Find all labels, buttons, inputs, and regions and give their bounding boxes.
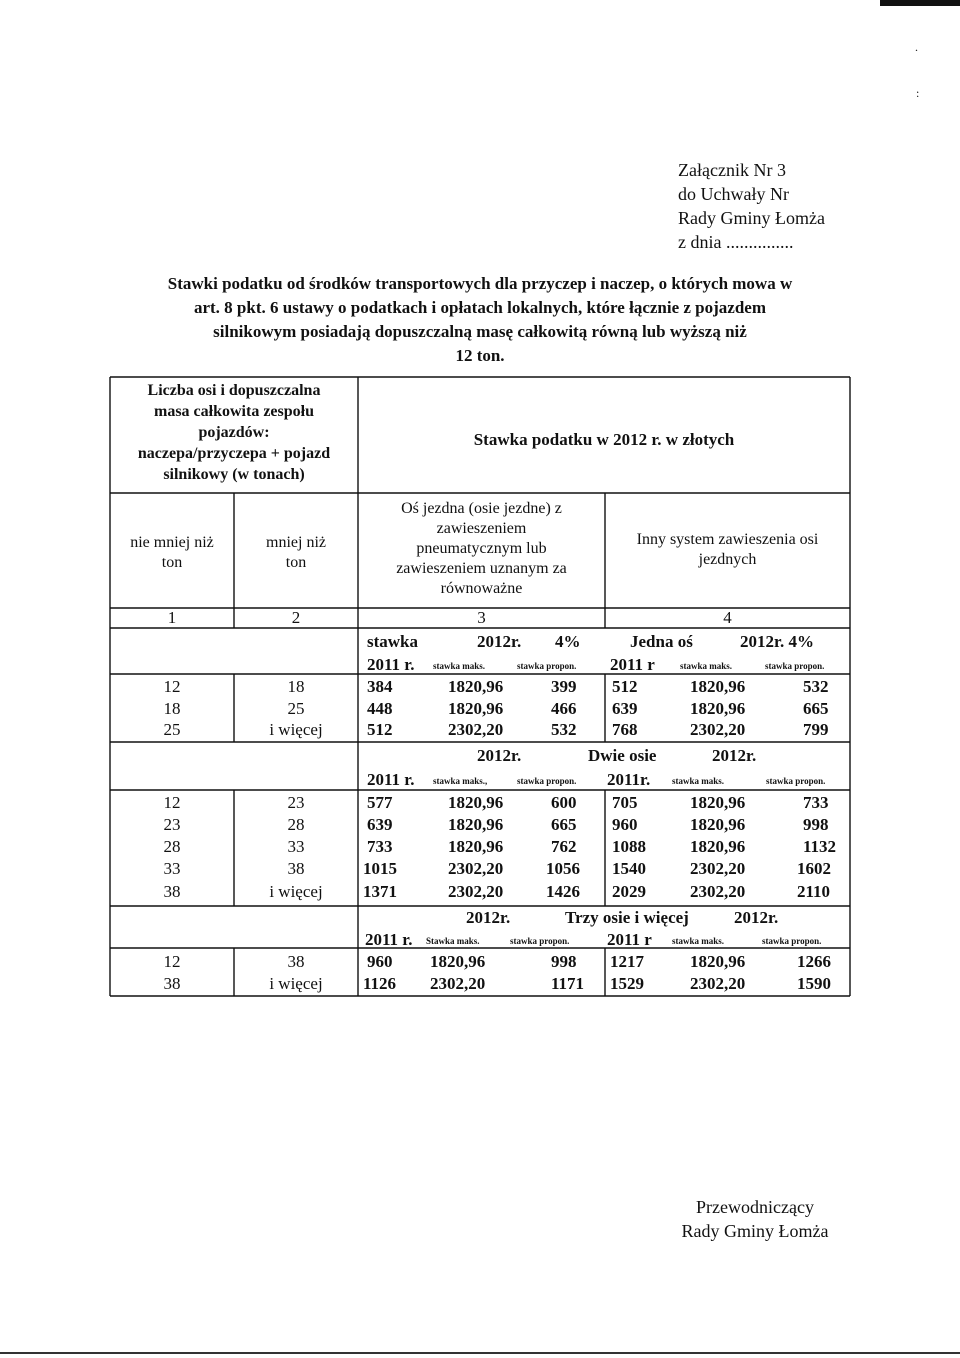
cell-rate-2011: 577 (367, 793, 393, 812)
column-number: 2 (291, 608, 301, 627)
cell-max: 18 (287, 677, 305, 696)
cell-max-rate: 2302,20 (690, 859, 746, 878)
cell-min: 12 (163, 677, 181, 696)
column-number: 3 (477, 608, 486, 627)
cell-rate-2011: 448 (367, 699, 393, 718)
cell-proposed-rate: 665 (551, 815, 577, 834)
cell-proposed-rate: 2110 (797, 882, 831, 901)
cell-rate-2011: 705 (612, 793, 638, 812)
cell-rate-2011: 1015 (363, 859, 397, 878)
column-number: 4 (723, 608, 732, 627)
header-other-suspension (607, 530, 848, 570)
cell-rate-2011: 733 (367, 837, 393, 856)
cell-rate-2011: 768 (612, 720, 638, 739)
document-title (100, 272, 860, 368)
cell-max-rate: 1820,96 (448, 815, 504, 834)
cell-max-rate: 1820,96 (448, 699, 504, 718)
title-line: Stawki podatku od środków transportowych dla przyczep i naczep, o których mowa w (167, 274, 793, 293)
header-min-tons (112, 533, 232, 573)
cell-max: 28 (287, 815, 305, 834)
cell-min: 38 (163, 882, 181, 901)
cell-proposed-rate: 532 (803, 677, 829, 696)
cell-max-rate: 1820,96 (448, 677, 504, 696)
section-subheading: stawka propon. (762, 936, 822, 946)
cell-rate-2011: 639 (612, 699, 638, 718)
section-heading: 2012r. (466, 908, 511, 927)
section-heading: 2012r. (712, 746, 757, 765)
section-subheading: stawka propon. (766, 776, 826, 786)
annex-line: do Uchwały Nr (678, 184, 789, 204)
section-subheading: stawka maks. (672, 936, 725, 946)
cell-max: i więcej (269, 720, 323, 739)
cell-proposed-rate: 600 (551, 793, 577, 812)
cell-max-rate: 2302,20 (448, 859, 504, 878)
title-line: 12 ton. (455, 346, 505, 365)
scan-speck: : (916, 86, 920, 100)
cell-proposed-rate: 532 (551, 720, 577, 739)
cell-proposed-rate: 399 (551, 677, 577, 696)
cell-proposed-rate: 1056 (546, 859, 580, 878)
header-line: pojazdów: (198, 424, 270, 441)
section-subheading: stawka maks. (672, 776, 725, 786)
header-pneumatic (360, 499, 603, 599)
header-line: zawieszeniem uznanym za (396, 560, 567, 577)
cell-proposed-rate: 998 (803, 815, 829, 834)
section-heading: 4% (555, 632, 581, 651)
cell-proposed-rate: 998 (551, 952, 577, 971)
header-line: Oś jezdna (osie jezdne) z (401, 500, 562, 517)
scan-edge-mark (880, 0, 960, 6)
header-line: Liczba osi i dopuszczalna (147, 382, 321, 399)
header-line: pneumatycznym lub (416, 540, 547, 557)
cell-max-rate: 1820,96 (690, 793, 746, 812)
header-tax-rate: Stawka podatku w 2012 r. w złotych (473, 430, 735, 449)
signature-line: Przewodniczący (696, 1197, 814, 1217)
section-subheading: 2011r. (607, 770, 651, 789)
cell-proposed-rate: 1266 (797, 952, 831, 971)
section-subheading: stawka propon. (765, 661, 825, 671)
header-line: jezdnych (698, 551, 757, 568)
cell-min: 28 (163, 837, 181, 856)
title-line: silnikowym posiadają dopuszczalną masę całkowitą równą lub wyższą niż (213, 322, 747, 341)
cell-min: 18 (163, 699, 181, 718)
section-heading: stawka (367, 632, 419, 651)
cell-rate-2011: 1217 (610, 952, 644, 971)
cell-min: 12 (163, 952, 181, 971)
cell-max-rate: 1820,96 (690, 677, 746, 696)
cell-max: 23 (287, 793, 305, 812)
cell-max-rate: 1820,96 (690, 815, 746, 834)
header-axles-weight (112, 380, 356, 485)
section-subheading: stawka propon. (517, 776, 577, 786)
section-subheading: stawka propon. (510, 936, 570, 946)
cell-min: 23 (163, 815, 181, 834)
cell-max-rate: 1820,96 (448, 837, 504, 856)
header-line: ton (285, 554, 307, 571)
cell-max: 38 (287, 952, 305, 971)
cell-proposed-rate: 1426 (546, 882, 580, 901)
cell-proposed-rate: 799 (803, 720, 829, 739)
cell-rate-2011: 960 (367, 952, 393, 971)
scan-speck: . (915, 40, 918, 54)
header-line: Inny system zawieszenia osi (636, 531, 819, 548)
cell-max-rate: 2302,20 (690, 974, 746, 993)
cell-rate-2011: 1126 (363, 974, 397, 993)
title-line: art. 8 pkt. 6 ustawy o podatkach i opłatach lokalnych, które łącznie z pojazdem (193, 298, 767, 317)
section-subheading: stawka propon. (517, 661, 577, 671)
section-heading: 2012r. 4% (740, 632, 814, 651)
cell-max: 25 (287, 699, 305, 718)
column-number: 1 (167, 608, 177, 627)
cell-min: 33 (163, 859, 181, 878)
header-line: równoważne (440, 580, 523, 597)
cell-proposed-rate: 665 (803, 699, 829, 718)
cell-max-rate: 1820,96 (690, 699, 746, 718)
cell-proposed-rate: 1171 (551, 974, 585, 993)
cell-max: i więcej (269, 882, 323, 901)
signature-block (655, 1195, 855, 1243)
header-line: ton (161, 554, 183, 571)
cell-max-rate: 1820,96 (430, 952, 486, 971)
cell-proposed-rate: 762 (551, 837, 577, 856)
cell-rate-2011: 1540 (612, 859, 646, 878)
cell-max: 38 (287, 859, 305, 878)
annex-line: z dnia ............... (678, 232, 794, 252)
cell-proposed-rate: 733 (803, 793, 829, 812)
cell-max-rate: 1820,96 (690, 952, 746, 971)
section-subheading: stawka maks., (433, 776, 488, 786)
section-heading: Trzy osie i więcej (565, 908, 689, 927)
section-heading: Dwie osie (588, 746, 657, 765)
header-line: masa całkowita zespołu (154, 403, 314, 420)
cell-rate-2011: 1371 (363, 882, 397, 901)
annex-line: Załącznik Nr 3 (678, 160, 786, 180)
cell-min: 12 (163, 793, 181, 812)
section-subheading: Stawka maks. (426, 936, 480, 946)
cell-max-rate: 2302,20 (690, 882, 746, 901)
section-heading: 2012r. (477, 632, 522, 651)
cell-proposed-rate: 1132 (803, 837, 837, 856)
header-line: mniej niż (266, 534, 326, 551)
section-subheading: 2011 r (607, 930, 652, 949)
annex-header (678, 158, 825, 254)
annex-line: Rady Gminy Łomża (678, 208, 825, 228)
section-subheading: 2011 r. (367, 655, 415, 674)
section-heading: 2012r. (734, 908, 779, 927)
cell-max-rate: 2302,20 (430, 974, 486, 993)
cell-proposed-rate: 1602 (797, 859, 831, 878)
cell-max: 33 (287, 837, 305, 856)
section-subheading: stawka maks. (680, 661, 733, 671)
header-max-tons (236, 533, 356, 573)
header-line: silnikowy (w tonach) (163, 466, 305, 483)
cell-max-rate: 2302,20 (448, 882, 504, 901)
section-subheading: stawka maks. (433, 661, 486, 671)
cell-max-rate: 2302,20 (690, 720, 746, 739)
cell-rate-2011: 1088 (612, 837, 646, 856)
section-heading: Jedna oś (630, 632, 693, 651)
cell-rate-2011: 512 (367, 720, 393, 739)
cell-rate-2011: 384 (367, 677, 393, 696)
cell-proposed-rate: 1590 (797, 974, 831, 993)
header-line: naczepa/przyczepa + pojazd (137, 445, 331, 462)
header-line: nie mniej niż (130, 534, 214, 551)
scan-edge-mark (0, 1352, 960, 1354)
section-subheading: 2011 r. (365, 930, 413, 949)
cell-proposed-rate: 466 (551, 699, 577, 718)
section-heading: 2012r. (477, 746, 522, 765)
cell-rate-2011: 2029 (612, 882, 646, 901)
cell-rate-2011: 960 (612, 815, 638, 834)
cell-max-rate: 1820,96 (448, 793, 504, 812)
cell-max: i więcej (269, 974, 323, 993)
cell-min: 38 (163, 974, 181, 993)
signature-line: Rady Gminy Łomża (681, 1221, 829, 1241)
cell-rate-2011: 1529 (610, 974, 644, 993)
cell-rate-2011: 512 (612, 677, 638, 696)
section-subheading: 2011 r (610, 655, 655, 674)
section-subheading: 2011 r. (367, 770, 415, 789)
cell-rate-2011: 639 (367, 815, 393, 834)
header-line: zawieszeniem (436, 520, 527, 537)
cell-min: 25 (163, 720, 181, 739)
cell-max-rate: 1820,96 (690, 837, 746, 856)
cell-max-rate: 2302,20 (448, 720, 504, 739)
